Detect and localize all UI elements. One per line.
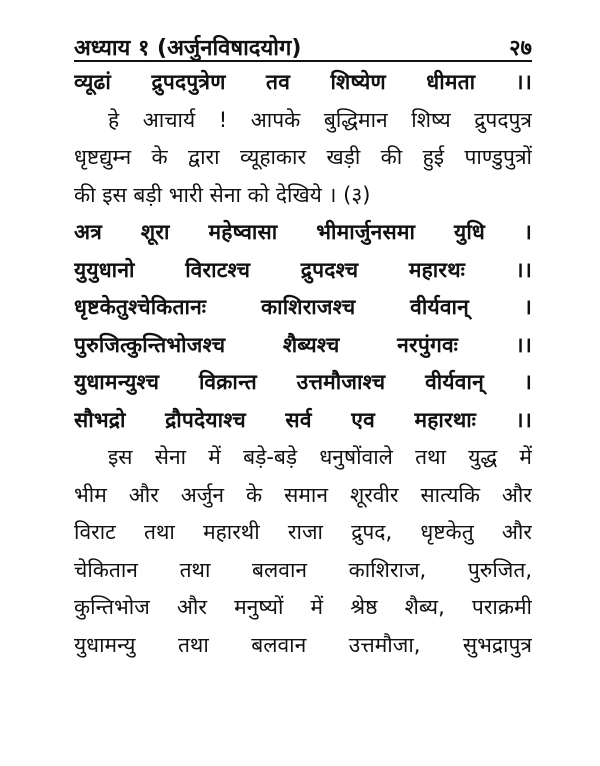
page-number: २७ [509,36,532,61]
verse-line: पुरुजित्कुन्तिभोजश्च शैब्यश्च नरपुंगवः ।। [74,332,532,357]
page-header [74,22,532,62]
prose-line: युधामन्यु तथा बलवान उत्तमौजा, सुभद्रापुत्र [74,632,532,657]
header-divider [74,60,532,62]
prose-line: चेकितान तथा बलवान काशिराज, पुरुजित, [74,557,532,582]
verse-line: सौभद्रो द्रौपदेयाश्च सर्व एव महारथाः ।। [74,407,532,432]
prose-line: की इस बड़ी भारी सेना को देखिये । (३) [74,182,371,207]
prose-line: धृष्टद्युम्न के द्वारा व्यूहाकार खड़ी की हुई पाण्डुपुत्रों [74,145,532,169]
page-body [74,64,532,664]
prose-line: भीम और अर्जुन के समान शूरवीर सात्यकि और [74,482,532,507]
prose-line: इस सेना में बड़े-बड़े धनुषोंवाले तथा युद्ध में [108,445,532,469]
verse-line: युयुधानो विराटश्च द्रुपदश्च महारथः ।। [74,257,532,282]
verse-line: अत्र शूरा महेष्वासा भीमार्जुनसमा युधि । [74,220,532,244]
verse-line: युधामन्युश्च विक्रान्त उत्तमौजाश्च वीर्यवान् । [74,370,532,394]
chapter-title: अध्याय १ (अर्जुनविषादयोग) [74,36,302,61]
prose-line: हे आचार्य ! आपके बुद्धिमान शिष्य द्रुपदपुत्र [108,107,532,132]
prose-line: कुन्तिभोज और मनुष्यों में श्रेष्ठ शैब्य, पराक्रमी [74,595,532,619]
verse-line: धृष्टकेतुश्चेकितानः काशिराजश्च वीर्यवान् । [74,295,532,319]
prose-line: विराट तथा महारथी राजा द्रुपद, धृष्टकेतु और [74,520,532,544]
verse-line: व्यूढां द्रुपदपुत्रेण तव शिष्येण धीमता ।। [74,70,532,94]
